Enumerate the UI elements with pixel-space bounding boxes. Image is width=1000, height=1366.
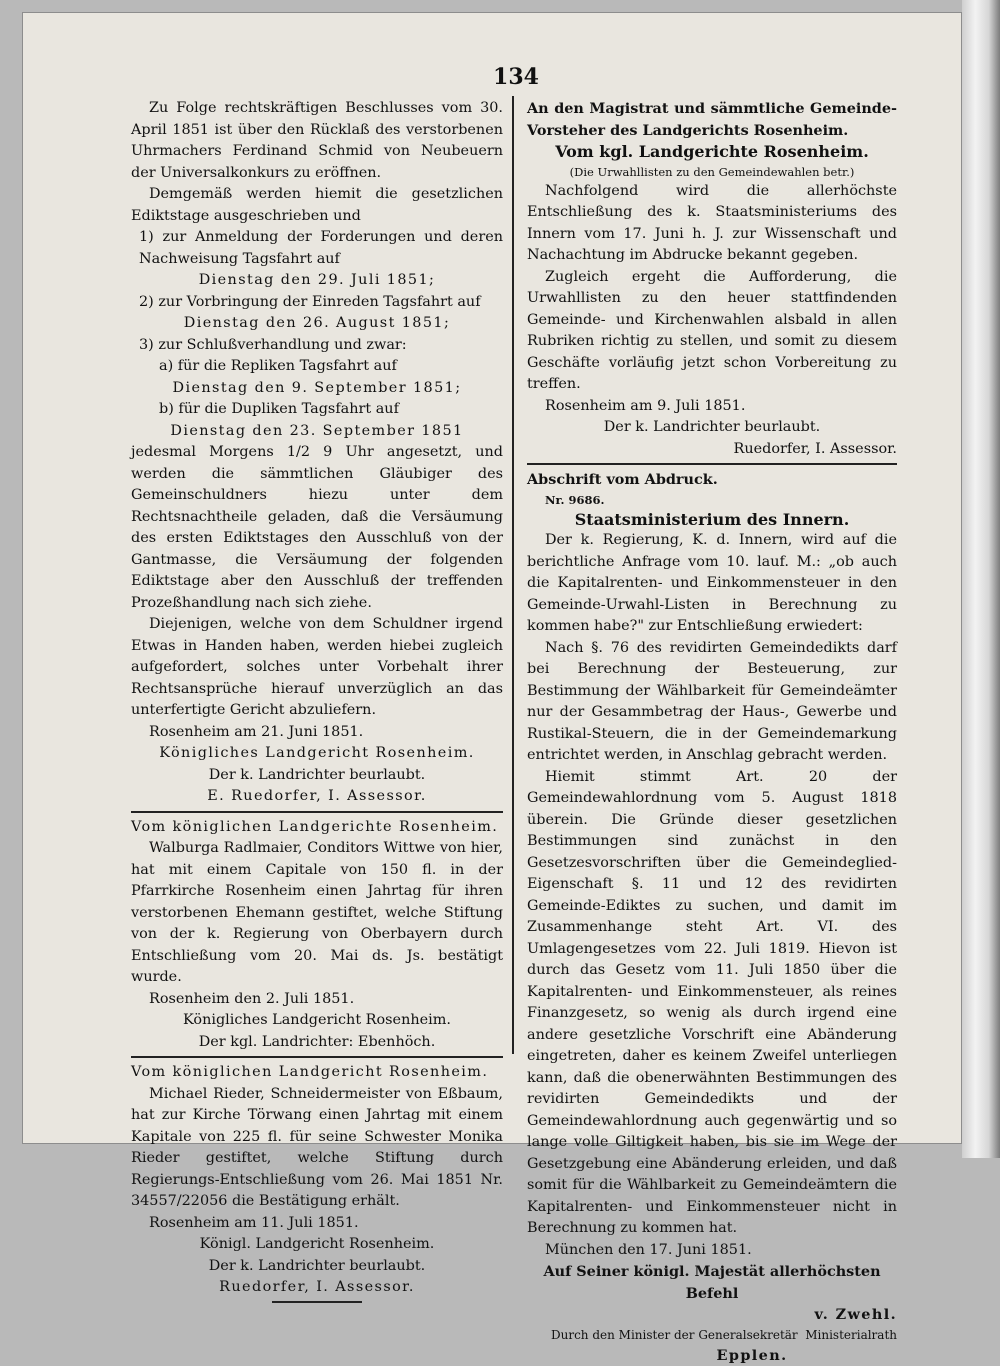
notice-1-court: Königliches Landgericht Rosenheim.: [131, 743, 503, 765]
notice-1-item-3b: b) für die Dupliken Tagsfahrt auf: [131, 399, 503, 421]
section-divider: [131, 811, 503, 813]
decree-address-heading: An den Magistrat und sämmtliche Gemeinde-Vorsteher des Landgerichts Rosenheim.: [527, 98, 897, 141]
ministry-paragraph-2: Nach §. 76 des revidirten Gemeindedikts darf bei Berechnung der Besteuerung, zur Bestimmung der Wählbarkeit für Gemeindeämter nur der Gesammbetrag der Haus-, Gewerbe und Rustikal-Steuern, die in der Gemeindemarkung entrichtet werden, in Anschlag gebracht werden.: [527, 638, 897, 767]
notice-2-signature: Der kgl. Landrichter: Ebenhöch.: [131, 1032, 503, 1054]
secretary-signature-row: [527, 1326, 897, 1345]
decree-number: Nr. 9686.: [527, 491, 897, 509]
notice-1-paragraph-4: Diejenigen, welche von dem Schuldner irgend Etwas in Handen haben, werden hiebei zugleich aufgefordert, solches unter Vorbehalt ihrer Rechtsansprüche hierauf unverzüglich an das unterfertigte Gericht abzuliefern.: [131, 614, 503, 722]
notice-1-date-4: Dienstag den 23. September 1851: [131, 421, 503, 443]
column-divider: [512, 96, 514, 1054]
notice-1-date-2: Dienstag den 26. August 1851;: [131, 313, 503, 335]
notice-1-item-2: 2) zur Vorbringung der Einreden Tagsfahrt auf: [131, 292, 503, 314]
notice-2-body: Walburga Radlmaier, Conditors Wittwe von hier, hat mit einem Capitale von 150 fl. in der Pfarrkirche Rosenheim einen Jahrtag für ihren verstorbenen Ehemann gestiftet, welche Stiftung von der k. Regierung von Oberbayern durch Entschließung vom 20. Mai ds. Js. bestätigt wurde.: [131, 838, 503, 989]
notice-1-date: Rosenheim am 21. Juni 1851.: [131, 722, 503, 744]
decree-paragraph-1: Nachfolgend wird die allerhöchste Entschließung des k. Staatsministeriums des Innern vom 17. Juni h. J. zur Wissenschaft und Nachachtung im Abdrucke bekannt gegeben.: [527, 181, 897, 267]
notice-3-court: Königl. Landgericht Rosenheim.: [131, 1234, 503, 1256]
royal-order: Auf Seiner königl. Majestät allerhöchsten Befehl: [527, 1261, 897, 1304]
notice-2-date: Rosenheim den 2. Juli 1851.: [131, 989, 503, 1011]
notice-1-item-3a: a) für die Repliken Tagsfahrt auf: [131, 356, 503, 378]
end-rule: [272, 1301, 362, 1303]
notice-1-judge: Der k. Landrichter beurlaubt.: [131, 765, 503, 787]
notice-3-signature: Ruedorfer, I. Assessor.: [131, 1277, 503, 1299]
section-divider: [527, 463, 897, 465]
notice-1-paragraph-2: Demgemäß werden hiemit die gesetzlichen Ediktstage ausgeschrieben und: [131, 184, 503, 227]
ministerialrath-label: Ministerialrath: [805, 1326, 897, 1345]
copy-label: Abschrift vom Abdruck.: [527, 469, 897, 491]
notice-1-date-3: Dienstag den 9. September 1851;: [131, 378, 503, 400]
secretary-label: Durch den Minister der Generalsekretär: [551, 1326, 798, 1345]
ministry-paragraph-3: Hiemit stimmt Art. 20 der Gemeindewahlordnung vom 5. August 1818 überein. Die Gründe dieser gesetzlichen Bestimmungen sind zunächst in den Gesetzesvorschriften über die Gemeindeglied-Eigenschaft §. 11 und 12 des revidirten Gemeinde-Ediktes zu suchen, und damit im Zusammenhange steht Art. VI. des Umlagengesetzes vom 22. Juli 1819. Hievon ist durch das Gesetz vom 11. Juli 1850 über die Kapitalrenten- und Einkommensteuer, als reines Finanzgesetz, so wenig als durch irgend eine andere gesetzliche Vorschrift eine Abänderung eingetreten, daher es keinem Zweifel unterliegen kann, daß die obenerwähnten Bestimmungen des revidirten Gemeindedikts und der Gemeindewahlordnung auch gegenwärtig und so lange volle Giltigkeit haben, bis sie im Wege der Gesetzgebung eine Abänderung erleiden, und daß somit für die Wählbarkeit zu Gemeindeämtern die Kapitalrenten- und Einkommensteuer nicht in Berechnung zu kommen hat.: [527, 767, 897, 1240]
decree-date: Rosenheim am 9. Juli 1851.: [527, 396, 897, 418]
notice-3-heading: Vom königlichen Landgericht Rosenheim.: [131, 1062, 503, 1084]
right-column: [527, 98, 897, 1366]
notice-1-item-3: 3) zur Schlußverhandlung und zwar:: [131, 335, 503, 357]
decree-judge: Der k. Landrichter beurlaubt.: [527, 417, 897, 439]
section-divider: [131, 1056, 503, 1058]
notice-3-judge: Der k. Landrichter beurlaubt.: [131, 1256, 503, 1278]
notice-1-intro: Zu Folge rechtskräftigen Beschlusses vom 30. April 1851 ist über den Rücklaß des verstorbenen Uhrmachers Ferdinand Schmid von Neubeuern der Universalkonkurs zu eröffnen.: [131, 98, 503, 184]
decree-subject: (Die Urwahllisten zu den Gemeindewahlen betr.): [527, 163, 897, 181]
notice-1-paragraph-3: jedesmal Morgens 1/2 9 Uhr angesetzt, und werden die sämmtlichen Gläubiger des Gemeinschuldners hiezu unter dem Rechtsnachtheile geladen, daß die Versäumung des ersten Ediktstages den Ausschluß von der Gantmasse, die Versäumung der folgenden Ediktstage aber den Ausschluß der treffenden Prozeßhandlung nach sich ziehe.: [131, 442, 503, 614]
notice-3-date: Rosenheim am 11. Juli 1851.: [131, 1213, 503, 1235]
book-binding-edge: [962, 0, 1000, 1158]
decree-paragraph-2: Zugleich ergeht die Aufforderung, die Urwahllisten zu den heuer stattfindenden Gemeinde- und Kirchenwahlen alsbald in allen Rubriken richtig zu stellen, und somit zu diesem Geschäfte vorläufig jetzt schon Vorbereitung zu treffen.: [527, 267, 897, 396]
ministry-paragraph-1: Der k. Regierung, K. d. Innern, wird auf die berichtliche Anfrage vom 10. lauf. M.: „ob auch die Kapitalrenten- und Einkommensteuer in den Gemeinde-Urwahl-Listen in Berechnung zu kommen habe?" zur Entschließung erwiedert:: [527, 530, 897, 638]
notice-1-date-1: Dienstag den 29. Juli 1851;: [131, 270, 503, 292]
ministry-heading: Staatsministerium des Innern.: [527, 509, 897, 531]
ministry-date: München den 17. Juni 1851.: [527, 1240, 897, 1262]
page-number: 134: [486, 64, 546, 90]
notice-2-heading: Vom königlichen Landgerichte Rosenheim.: [131, 817, 503, 839]
left-column: [131, 98, 503, 1303]
secretary-name: Epplen.: [527, 1345, 897, 1366]
notice-1-signature: E. Ruedorfer, I. Assessor.: [131, 786, 503, 808]
minister-signature: v. Zwehl.: [527, 1304, 897, 1326]
notice-2-court: Königliches Landgericht Rosenheim.: [131, 1010, 503, 1032]
decree-signature: Ruedorfer, I. Assessor.: [527, 439, 897, 461]
notice-3-body: Michael Rieder, Schneidermeister von Eßbaum, hat zur Kirche Törwang einen Jahrtag mit einem Kapitale von 225 fl. für seine Schwester Monika Rieder gestiftet, welche Stiftung durch Regierungs-Entschließung vom 26. Mai 1851 Nr. 34557/22056 die Bestätigung erhält.: [131, 1084, 503, 1213]
notice-1-item-1: 1) zur Anmeldung der Forderungen und deren Nachweisung Tagsfahrt auf: [131, 227, 503, 270]
decree-court-heading: Vom kgl. Landgerichte Rosenheim.: [527, 141, 897, 163]
